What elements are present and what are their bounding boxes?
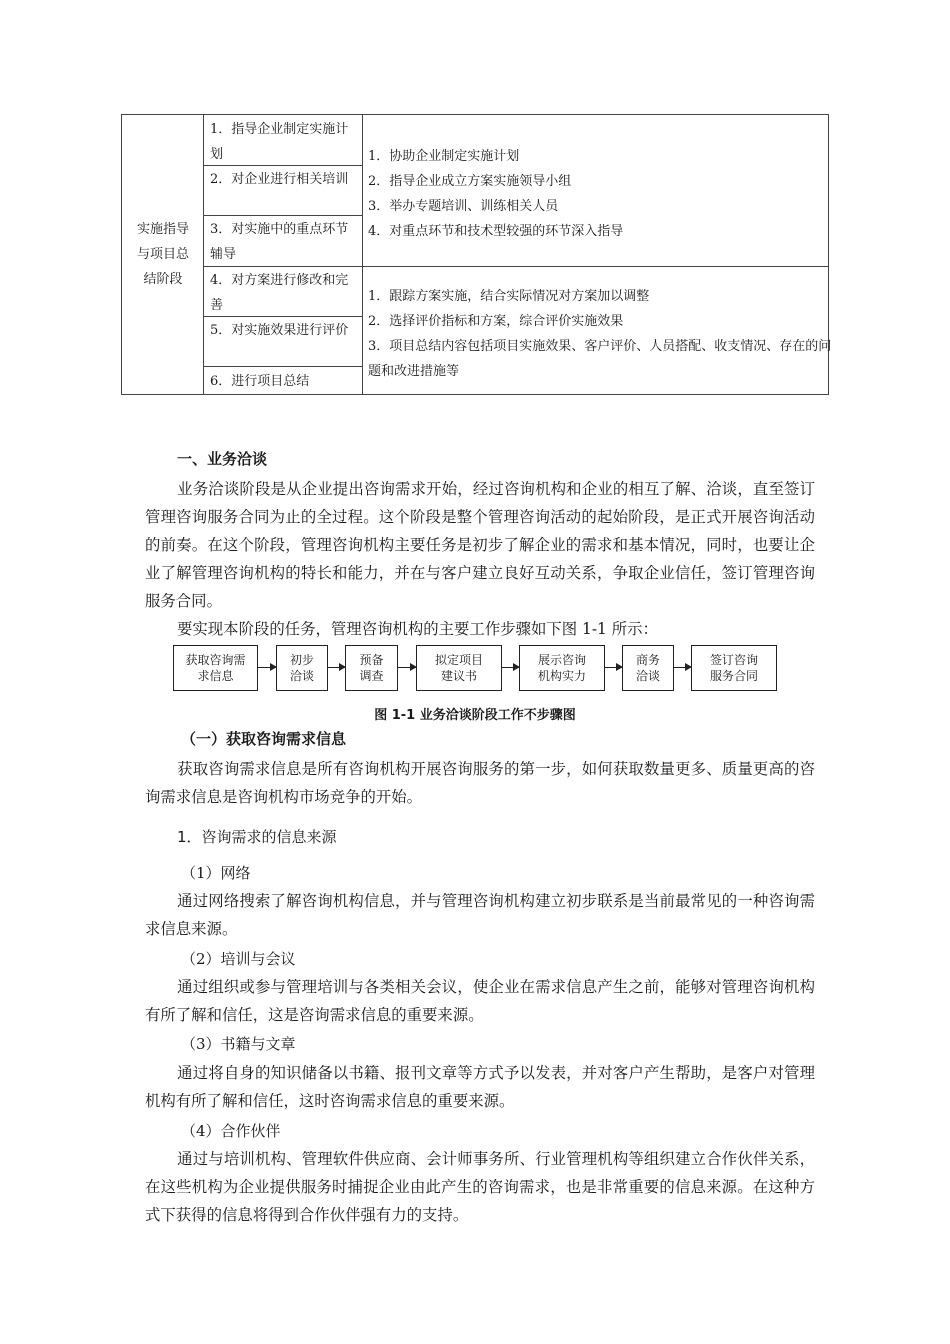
flow-step [416, 645, 502, 691]
section-heading: 一、业务洽谈 [177, 450, 268, 468]
flow-step [276, 645, 328, 691]
task-cell: 4．对方案进行修改和完善 [210, 273, 349, 313]
paragraph [145, 615, 815, 643]
table-divider [362, 115, 363, 394]
item-title: （1）网络 [181, 864, 251, 882]
paragraph [145, 973, 815, 1029]
stage-table [121, 114, 832, 395]
figure-caption: 图 1-1 业务洽谈阶段工作不步骤图 [374, 708, 576, 723]
paragraph-text: 通过将自身的知识储备以书籍、报刊文章等方式予以发表，并对客户产生帮助，是客户对管理机构有所了解和信任，这时咨询需求信息的重要来源。 [145, 1064, 815, 1110]
flow-step-label: 获取咨询需求信息 [185, 653, 246, 683]
flow-step [622, 645, 674, 691]
duty-item: 4．对重点环节和技术型较强的环节深入指导 [368, 224, 624, 239]
flow-arrow [398, 667, 416, 668]
paragraph-text: 要实现本阶段的任务，管理咨询机构的主要工作步骤如下图 1-1 所示： [177, 620, 658, 638]
flow-step-label: 商务洽谈 [635, 653, 660, 683]
duties-group-a [368, 144, 832, 244]
flow-step-label: 初步洽谈 [289, 653, 314, 683]
duty-item: 1．跟踪方案实施，结合实际情况对方案加以调整 [368, 289, 650, 304]
paragraph [145, 475, 815, 615]
task-cell: 3．对实施中的重点环节辅导 [210, 222, 349, 262]
paragraph-text: 业务洽谈阶段是从企业提出咨询需求开始，经过咨询机构和企业的相互了解、洽谈，直至签订管理咨询服务合同为止的全过程。这个阶段是整个管理咨询活动的起始阶段，是正式开展咨询活动的前奏。在这个阶段，管理咨询机构主要任务是初步了解企业的需求和基本情况，同时，也要让企业了解管理咨询机构的特长和能力，并在与客户建立良好互动关系，争取企业信任，签订管理咨询服务合同。 [145, 480, 815, 610]
duty-item: 2．指导企业成立方案实施领导小组 [368, 174, 572, 189]
table-divider [204, 366, 362, 367]
paragraph-text: 获取咨询需求信息是所有咨询机构开展咨询服务的第一步，如何获取数量更多、质量更高的咨询需求信息是咨询机构市场竞争的开始。 [145, 760, 815, 806]
duties-group-b [368, 284, 832, 384]
flow-step-label: 预备调查 [359, 653, 384, 683]
paragraph-text: 通过组织或参与管理培训与各类相关会议，使企业在需求信息产生之前，能够对管理咨询机构有所了解和信任，这是咨询需求信息的重要来源。 [145, 978, 815, 1024]
flow-step-label: 拟定项目建议书 [434, 653, 483, 683]
paragraph [145, 1059, 815, 1115]
flow-arrow [605, 667, 622, 668]
item-title: （4）合作伙伴 [181, 1122, 281, 1140]
duty-item: 3．项目总结内容包括项目实施效果、客户评价、人员搭配、收支情况、存在的问题和改进措施等 [368, 339, 832, 379]
duty-item: 3．举办专题培训、训练相关人员 [368, 199, 559, 214]
item-title: （2）培训与会议 [181, 950, 296, 968]
flow-step [519, 645, 605, 691]
flow-arrow [258, 667, 276, 668]
flow-step-label: 展示咨询机构实力 [537, 653, 586, 683]
table-divider [204, 215, 362, 216]
subsubsection-heading: 1．咨询需求的信息来源 [177, 828, 337, 846]
task-cell: 2．对企业进行相关培训 [210, 172, 349, 187]
paragraph [145, 755, 815, 811]
item-title: （3）书籍与文章 [181, 1035, 296, 1053]
stage-label: 实施指导与项目总结阶段 [136, 222, 189, 287]
paragraph-text: 通过与培训机构、管理软件供应商、会计师事务所、行业管理机构等组织建立合作伙伴关系，在这些机构为企业提供服务时捕捉企业由此产生的咨询需求，也是非常重要的信息来源。在这种方式下获得的信息将得到合作伙伴强有力的支持。 [145, 1150, 815, 1224]
subsection-heading: （一）获取咨询需求信息 [181, 730, 347, 748]
task-cell: 5．对实施效果进行评价 [210, 323, 349, 338]
flow-step-label: 签订咨询服务合同 [709, 653, 758, 683]
duty-item: 2．选择评价指标和方案，综合评价实施效果 [368, 314, 624, 329]
paragraph [145, 1145, 815, 1229]
duty-item: 1．协助企业制定实施计划 [368, 149, 520, 164]
flow-step [345, 645, 398, 691]
paragraph-text: 通过网络搜索了解咨询机构信息，并与管理咨询机构建立初步联系是当前最常见的一种咨询需求信息来源。 [145, 892, 815, 938]
flow-arrow [674, 667, 691, 668]
task-cell: 1．指导企业制定实施计划 [210, 122, 349, 162]
flow-step [173, 645, 258, 691]
task-cell: 6．进行项目总结 [210, 374, 310, 389]
stage-cell [122, 115, 204, 394]
flow-step [691, 645, 777, 691]
paragraph [145, 887, 815, 943]
flow-arrow [502, 667, 519, 668]
flow-arrow [328, 667, 345, 668]
